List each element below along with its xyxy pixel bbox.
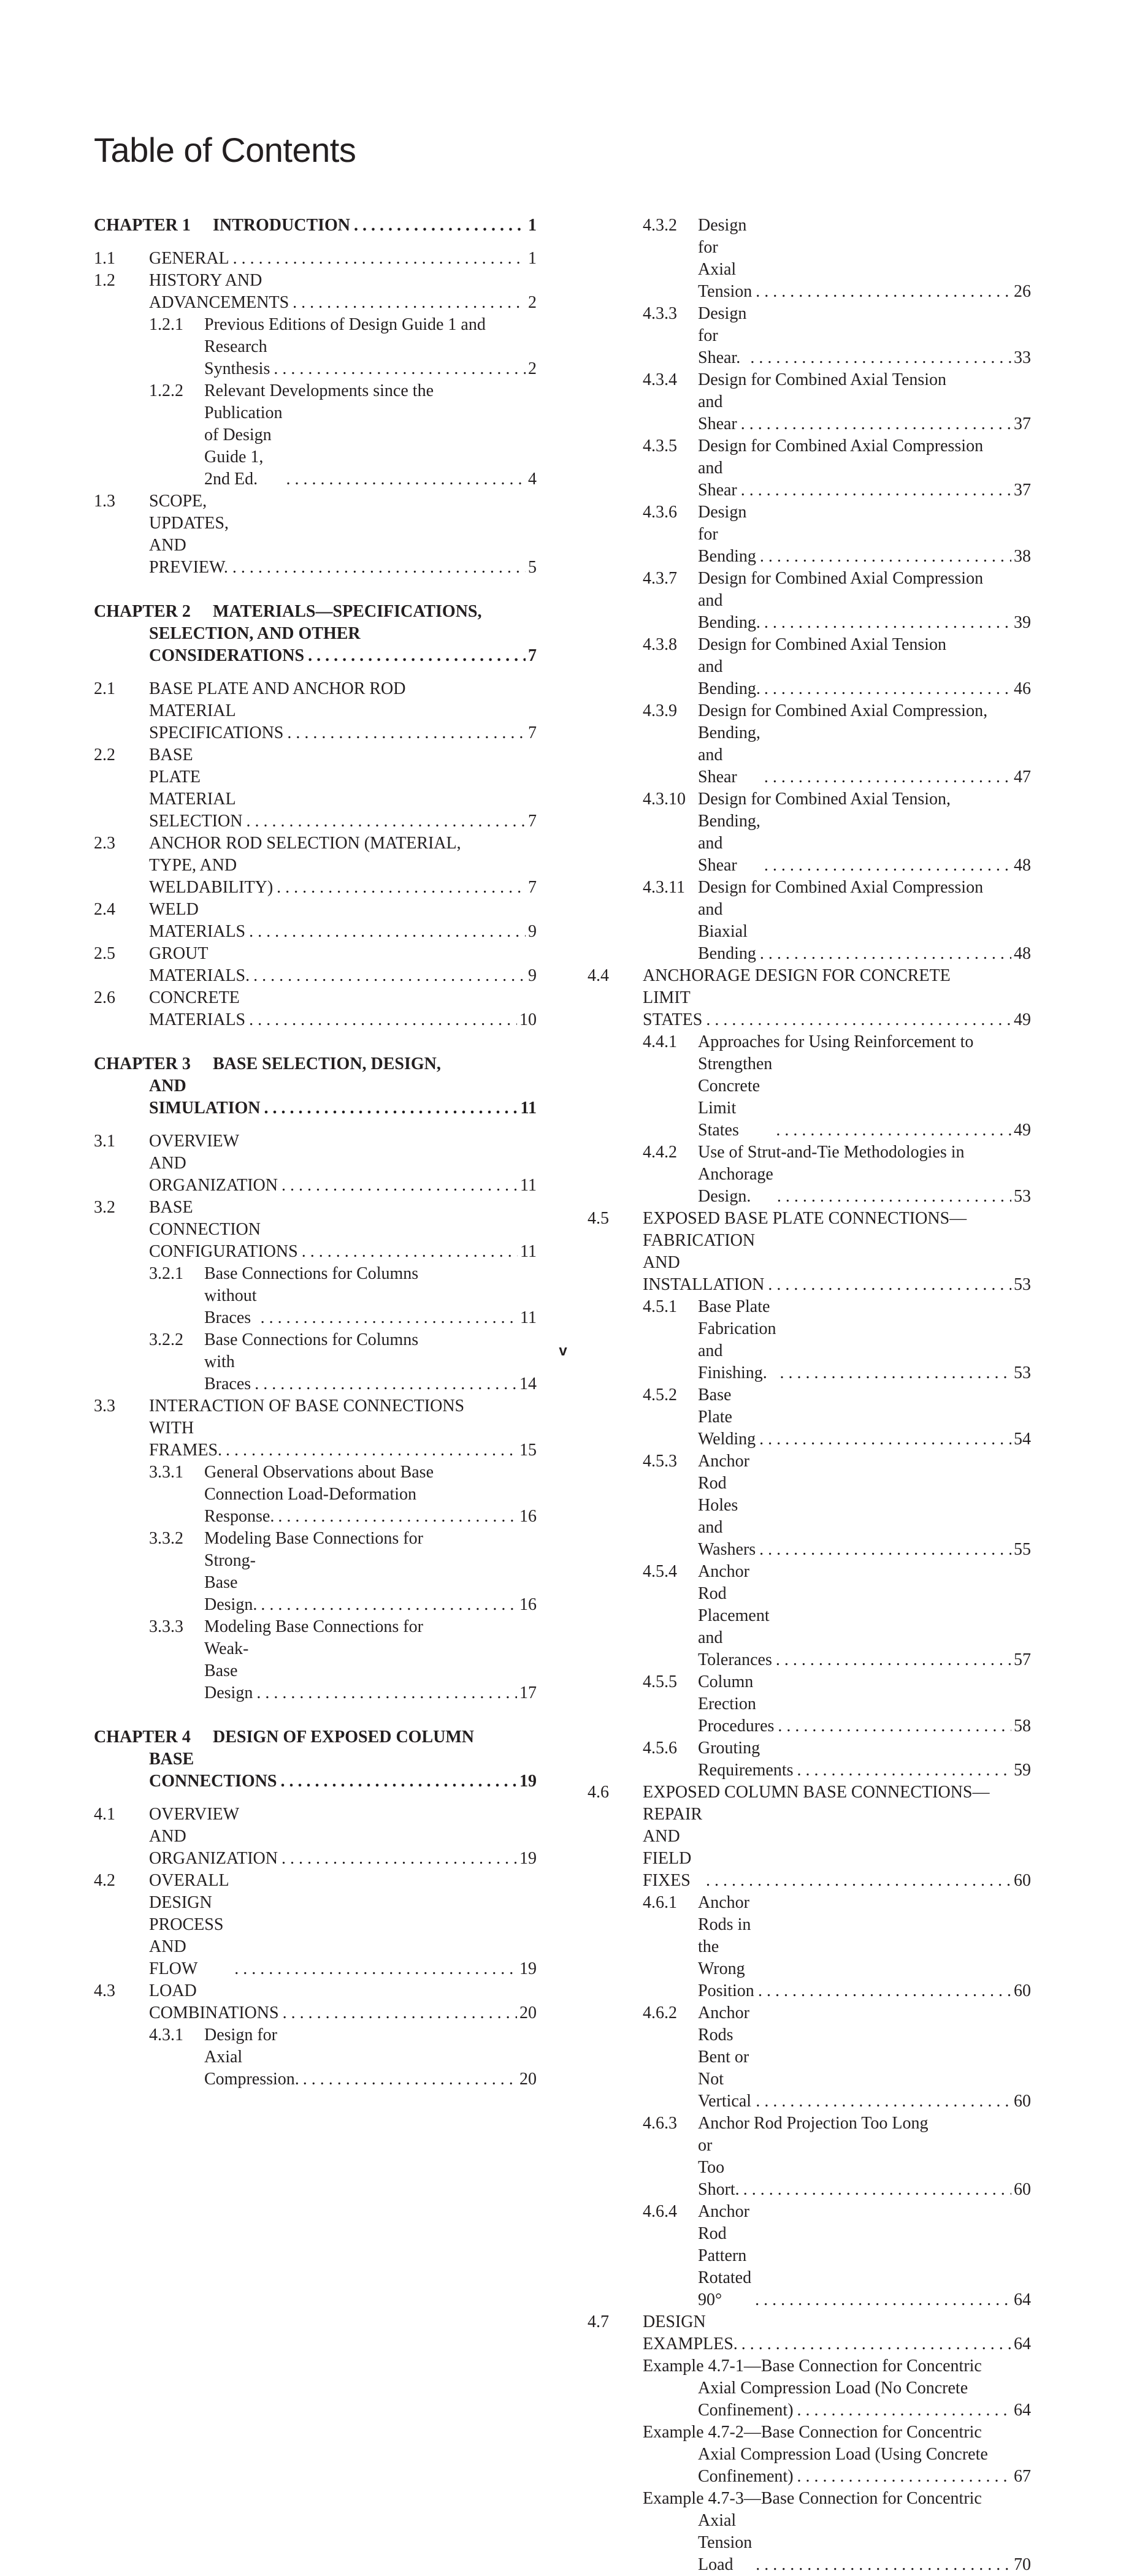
section-number: 4.4.1 [643, 1032, 677, 1051]
section-number: 3.1 [94, 1132, 115, 1151]
toc-section-1-1[interactable] [94, 248, 537, 270]
example-title-line: Example 4.7-1—Base Connection for Concentric [643, 2357, 982, 2376]
section-number: 4.3.1 [149, 2025, 183, 2044]
section-title-line: Research Synthesis [204, 337, 270, 378]
page-title: Table of Contents [94, 131, 356, 169]
chapter-title-line: MATERIALS—SPECIFICATIONS, [213, 602, 482, 621]
page-number: 9 [528, 966, 537, 985]
toc-section-4-1[interactable] [94, 1804, 537, 1870]
toc-section-4-4-2[interactable] [588, 1141, 1031, 1208]
toc-section-4-3-11[interactable] [588, 877, 1031, 965]
section-number: 4.3.11 [643, 878, 685, 897]
section-title-line: and Bending. [698, 657, 760, 698]
section-number: 3.3.2 [149, 1529, 183, 1548]
section-title-line: Base Connections for Columns [204, 1264, 419, 1283]
section-title-line: or Too Short. [698, 2136, 740, 2199]
page-number: 19 [519, 1959, 537, 1978]
page-number: 47 [1014, 768, 1031, 787]
toc-section-4-4-1[interactable] [588, 1031, 1031, 1141]
section-title-line: without Braces [204, 1286, 257, 1327]
page-number: 37 [1014, 414, 1031, 433]
section-title-line: Design for Combined Axial Compression [698, 436, 984, 455]
section-title-line: ANCHORAGE DESIGN FOR CONCRETE [643, 966, 951, 985]
section-number: 4.4 [588, 966, 609, 985]
page-number: 58 [1014, 1717, 1031, 1736]
chapter-number: CHAPTER 1 [94, 216, 191, 235]
section-title-line: Publication of Design Guide 1, 2nd Ed. [204, 403, 283, 489]
page-number: 19 [519, 1849, 537, 1868]
section-title-line: INTERACTION OF BASE CONNECTIONS [149, 1397, 465, 1416]
section-title-line: Weak-Base Design [204, 1639, 253, 1702]
toc-section-3-3[interactable] [94, 1395, 537, 1461]
section-number: 4.2 [94, 1871, 115, 1890]
section-title-line: Relevant Developments since the [204, 381, 434, 400]
page-number: 7 [528, 878, 537, 897]
page-number: 11 [520, 1099, 537, 1118]
chapter-title-line: DESIGN OF EXPOSED COLUMN [213, 1728, 475, 1747]
toc-section-4-6-2[interactable] [588, 2002, 1031, 2113]
section-title: SCOPE, UPDATES, AND PREVIEW. [149, 492, 229, 577]
toc-section-4-2[interactable] [94, 1870, 537, 1980]
section-number: 4.5.6 [643, 1739, 677, 1758]
section-title: Anchor Rod Pattern Rotated 90° [698, 2202, 752, 2309]
page-number: 11 [520, 1242, 537, 1261]
page-number: 2 [528, 359, 537, 378]
section-title-line: Design for Combined Axial Compression [698, 878, 984, 897]
section-title-line: MATERIAL SPECIFICATIONS [149, 701, 284, 742]
toc-section-3-2-2[interactable] [94, 1329, 537, 1395]
section-number: 2.1 [94, 679, 115, 698]
section-title-line: Anchor Rod Projection Too Long [698, 2114, 929, 2133]
page-number: 14 [519, 1374, 537, 1393]
chapter-title: INTRODUCTION [213, 216, 351, 235]
section-title: OVERALL DESIGN PROCESS AND FLOW [149, 1871, 229, 1978]
toc-chapter-2[interactable] [94, 601, 537, 667]
page-number: 10 [519, 1010, 537, 1029]
section-title-line: Bending, and Shear [698, 723, 760, 787]
toc-right-column [588, 215, 1031, 2576]
section-number: 2.4 [94, 900, 115, 919]
section-title-line: and Shear [698, 392, 737, 433]
section-title: GROUT MATERIALS. [149, 944, 250, 985]
section-number: 4.6.4 [643, 2202, 677, 2221]
page-number: 54 [1014, 1430, 1031, 1449]
page-folio: v [559, 1343, 567, 1359]
toc-section-1-3[interactable] [94, 490, 537, 579]
section-title-line: Anchorage Design. [698, 1165, 773, 1206]
section-number: 4.6 [588, 1783, 609, 1802]
page-number: 9 [528, 922, 537, 941]
section-title: DESIGN EXAMPLES. [643, 2312, 738, 2353]
toc-chapter-4[interactable] [94, 1726, 537, 1793]
toc-section-3-3-3[interactable] [94, 1616, 537, 1704]
section-title: OVERVIEW AND ORGANIZATION [149, 1132, 278, 1195]
section-number: 4.3.10 [643, 790, 686, 809]
section-title-line: ANCHOR ROD SELECTION (MATERIAL, [149, 834, 461, 853]
section-title: Base Plate Welding [698, 1385, 756, 1449]
section-title: WELD MATERIALS [149, 900, 246, 941]
section-title-line: REPAIR AND FIELD FIXES [643, 1805, 703, 1890]
section-number: 1.2.2 [149, 381, 183, 400]
section-number: 4.3.7 [643, 569, 677, 588]
page-number: 48 [1014, 944, 1031, 963]
toc-section-4-6-3[interactable] [588, 2113, 1031, 2201]
section-number: 3.3 [94, 1397, 115, 1416]
section-title: Design for Axial Tension [698, 216, 753, 301]
section-title-line: Strengthen Concrete Limit States [698, 1054, 773, 1140]
page-number: 1 [528, 216, 537, 235]
section-title-line: WITH FRAMES. [149, 1419, 223, 1460]
page-number: 17 [519, 1683, 537, 1702]
section-title-line: General Observations about Base [204, 1463, 434, 1482]
section-title-line: Design for Combined Axial Tension [698, 635, 947, 654]
section-title-line: Approaches for Using Reinforcement to [698, 1032, 974, 1051]
page-number: 53 [1014, 1275, 1031, 1294]
toc-example-4-7-2[interactable] [588, 2422, 1031, 2488]
page-number: 53 [1014, 1363, 1031, 1382]
section-number: 3.2 [94, 1198, 115, 1217]
chapter-number: CHAPTER 4 [94, 1728, 191, 1747]
page-number: 60 [1014, 1981, 1031, 2000]
example-title-line: Example 4.7-2—Base Connection for Concentric [643, 2423, 982, 2442]
toc-section-2-1[interactable] [94, 678, 537, 744]
section-title: Grouting Requirements [698, 1739, 794, 1780]
section-number: 4.3.3 [643, 304, 677, 323]
section-title: Design for Axial Compression. [204, 2025, 299, 2089]
page-number: 48 [1014, 856, 1031, 875]
page-number: 16 [519, 1507, 537, 1526]
page-number: 15 [519, 1441, 537, 1460]
section-title-line: Previous Editions of Design Guide 1 and [204, 315, 486, 334]
section-number: 4.5.3 [643, 1452, 677, 1471]
page-number: 53 [1014, 1187, 1031, 1206]
toc-chapter-1[interactable] [94, 215, 537, 237]
toc-section-2-3[interactable] [94, 833, 537, 899]
toc-section-4-5-2[interactable] [588, 1384, 1031, 1450]
toc-section-4-5-4[interactable] [588, 1561, 1031, 1671]
section-number: 1.3 [94, 492, 115, 511]
toc-section-4-5[interactable] [588, 1208, 1031, 1296]
section-title-line: Bending, and Shear [698, 812, 760, 875]
page-number: 20 [519, 2070, 537, 2089]
section-number: 4.7 [588, 2312, 609, 2331]
page-number: 26 [1014, 282, 1031, 301]
toc-section-4-3-10[interactable] [588, 788, 1031, 877]
section-number: 4.5.1 [643, 1297, 677, 1316]
page-number: 49 [1014, 1121, 1031, 1140]
section-title: BASE CONNECTION CONFIGURATIONS [149, 1198, 298, 1261]
page-number: 33 [1014, 348, 1031, 367]
page-number: 7 [528, 723, 537, 742]
section-title: Anchor Rods in the Wrong Position [698, 1893, 754, 2000]
page-number: 60 [1014, 2180, 1031, 2199]
page-number: 67 [1014, 2467, 1031, 2486]
toc-section-4-5-5[interactable] [588, 1671, 1031, 1737]
toc-chapter-3[interactable] [94, 1053, 537, 1119]
section-title-line: Modeling Base Connections for [204, 1529, 423, 1548]
section-title-line: BASE PLATE AND ANCHOR ROD [149, 679, 406, 698]
example-title-line: Axial Tension Load [698, 2511, 753, 2574]
chapter-number: CHAPTER 2 [94, 602, 191, 621]
page-number: 1 [528, 249, 537, 268]
page-number: 20 [519, 2003, 537, 2022]
section-title: Design for Bending [698, 503, 756, 566]
toc-section-2-5[interactable] [94, 943, 537, 987]
section-title-line: Modeling Base Connections for [204, 1617, 423, 1636]
example-title-line: Axial Compression Load (Using Concrete [698, 2445, 988, 2464]
section-number: 3.3.3 [149, 1617, 183, 1636]
page-number: 55 [1014, 1540, 1031, 1559]
page-number: 64 [1014, 2401, 1031, 2420]
page-number: 11 [520, 1308, 537, 1327]
page-number: 57 [1014, 1650, 1031, 1669]
section-title-line: and Bending. [698, 591, 760, 632]
toc-section-2-2[interactable] [94, 744, 537, 833]
page-number: 64 [1014, 2290, 1031, 2309]
toc-section-4-6[interactable] [588, 1781, 1031, 1892]
toc-section-4-5-1[interactable] [588, 1296, 1031, 1384]
toc-section-2-4[interactable] [94, 899, 537, 943]
toc-section-4-3-8[interactable] [588, 634, 1031, 700]
section-title-line: Design for Combined Axial Tension, [698, 790, 951, 809]
toc-section-4-5-6[interactable] [588, 1737, 1031, 1781]
example-title-line: Axial Compression Load (No Concrete [698, 2379, 968, 2398]
toc-section-3-3-1[interactable] [94, 1461, 537, 1528]
section-title: Anchor Rod Placement and Tolerances [698, 1562, 772, 1669]
section-title-line: EXPOSED COLUMN BASE CONNECTIONS— [643, 1783, 990, 1802]
page-number: 16 [519, 1595, 537, 1614]
section-title-line: Design for Combined Axial Compression, [698, 701, 988, 720]
section-title: GENERAL [149, 249, 229, 268]
toc-section-2-6[interactable] [94, 987, 537, 1031]
toc-section-4-3-9[interactable] [588, 700, 1031, 788]
section-number: 4.5.5 [643, 1672, 677, 1691]
section-number: 4.3.8 [643, 635, 677, 654]
example-title-line: Confinement) [698, 2401, 794, 2420]
toc-section-3-2-1[interactable] [94, 1263, 537, 1329]
page-number: 39 [1014, 613, 1031, 632]
toc-section-3-1[interactable] [94, 1130, 537, 1197]
section-number: 4.3 [94, 1981, 115, 2000]
section-number: 4.5.4 [643, 1562, 677, 1581]
chapter-title-line: BASE CONNECTIONS [149, 1750, 277, 1791]
section-number: 4.5.2 [643, 1385, 677, 1404]
toc-section-4-3-2[interactable] [588, 215, 1031, 303]
toc-section-4-3-3[interactable] [588, 303, 1031, 369]
section-title-line: and Biaxial Bending [698, 900, 756, 963]
section-title: LOAD COMBINATIONS [149, 1981, 279, 2022]
section-title: Anchor Rod Holes and Washers [698, 1452, 756, 1559]
section-title: BASE PLATE MATERIAL SELECTION [149, 745, 243, 831]
section-title-line: LIMIT STATES [643, 988, 703, 1029]
section-number: 1.1 [94, 249, 115, 268]
section-number: 2.3 [94, 834, 115, 853]
toc-section-4-4[interactable] [588, 965, 1031, 1031]
section-number: 4.3.5 [643, 436, 677, 455]
toc-section-4-6-1[interactable] [588, 1892, 1031, 2002]
page-number: 46 [1014, 679, 1031, 698]
toc-section-4-6-4[interactable] [588, 2201, 1031, 2311]
toc-section-3-3-2[interactable] [94, 1528, 537, 1616]
section-title: Design for Shear. [698, 304, 747, 367]
section-title: OVERVIEW AND ORGANIZATION [149, 1805, 278, 1868]
chapter-title-line: CONSIDERATIONS [149, 646, 305, 665]
toc-section-1-2[interactable] [94, 270, 537, 314]
section-number: 2.5 [94, 944, 115, 963]
section-title-line: TYPE, AND WELDABILITY) [149, 856, 274, 897]
section-number: 1.2 [94, 271, 115, 290]
toc-left-column [94, 215, 537, 2090]
toc-example-4-7-3[interactable] [588, 2488, 1031, 2576]
section-number: 4.5 [588, 1209, 609, 1228]
section-title-line: Use of Strut-and-Tie Methodologies in [698, 1143, 965, 1162]
section-number: 4.1 [94, 1805, 115, 1824]
page-number: 4 [528, 470, 537, 489]
page-number: 49 [1014, 1010, 1031, 1029]
toc-section-4-3-7[interactable] [588, 568, 1031, 634]
toc-section-4-3-1[interactable] [94, 2024, 537, 2090]
toc-section-3-2[interactable] [94, 1197, 537, 1263]
chapter-title-line: BASE SELECTION, DESIGN, [213, 1054, 441, 1073]
page-number: 11 [520, 1176, 537, 1195]
page-number: 7 [528, 646, 537, 665]
example-title-line: Confinement) [698, 2467, 794, 2486]
example-title-line: Example 4.7-3—Base Connection for Concentric [643, 2489, 982, 2508]
section-number: 4.3.6 [643, 503, 677, 522]
chapter-title-line: SELECTION, AND OTHER [149, 624, 361, 643]
page-number: 59 [1014, 1761, 1031, 1780]
page-number: 70 [1014, 2555, 1031, 2574]
section-number: 4.4.2 [643, 1143, 677, 1162]
page-number: 38 [1014, 547, 1031, 566]
chapter-title-line: AND SIMULATION [149, 1077, 261, 1118]
section-title-line: FABRICATION AND INSTALLATION [643, 1231, 765, 1294]
section-title-line: Strong-Base Design. [204, 1551, 258, 1614]
section-number: 3.2.2 [149, 1330, 183, 1349]
toc-section-4-3-4[interactable] [588, 369, 1031, 435]
section-number: 3.3.1 [149, 1463, 183, 1482]
section-title-line: and Shear [698, 459, 737, 500]
toc-section-1-2-1[interactable] [94, 314, 537, 380]
section-title-line: Connection Load-Deformation [204, 1485, 417, 1504]
section-title-line: Response. [204, 1507, 275, 1526]
section-title: CONCRETE MATERIALS [149, 988, 246, 1029]
page-number: 7 [528, 812, 537, 831]
section-number: 4.6.1 [643, 1893, 677, 1912]
toc-example-4-7-1[interactable] [588, 2355, 1031, 2422]
section-number: 4.6.2 [643, 2003, 677, 2022]
section-number: 2.6 [94, 988, 115, 1007]
section-title: HISTORY AND ADVANCEMENTS [149, 271, 289, 312]
section-number: 1.2.1 [149, 315, 183, 334]
page-number: 2 [528, 293, 537, 312]
toc-section-4-3-6[interactable] [588, 501, 1031, 568]
section-title: Column Erection Procedures [698, 1672, 775, 1736]
chapter-number: CHAPTER 3 [94, 1054, 191, 1073]
toc-section-4-5-3[interactable] [588, 1450, 1031, 1561]
section-number: 2.2 [94, 745, 115, 764]
page-number: 64 [1014, 2334, 1031, 2353]
section-title-line: Design for Combined Axial Compression [698, 569, 984, 588]
section-title-line: Design for Combined Axial Tension [698, 370, 947, 389]
section-number: 4.3.4 [643, 370, 677, 389]
toc-section-4-7[interactable] [588, 2311, 1031, 2355]
section-title-line: Base Connections for Columns [204, 1330, 419, 1349]
toc-section-1-2-2[interactable] [94, 380, 537, 490]
toc-section-4-3[interactable] [94, 1980, 537, 2024]
page-number: 19 [519, 1772, 537, 1791]
section-number: 4.3.2 [643, 216, 677, 235]
page-number: 60 [1014, 2092, 1031, 2111]
section-number: 4.3.9 [643, 701, 677, 720]
section-title-line: with Braces [204, 1352, 251, 1393]
section-title: Base Plate Fabrication and Finishing. [698, 1297, 776, 1382]
page-number: 60 [1014, 1871, 1031, 1890]
section-title: Anchor Rods Bent or Not Vertical [698, 2003, 752, 2111]
toc-section-4-3-5[interactable] [588, 435, 1031, 501]
section-number: 4.6.3 [643, 2114, 677, 2133]
section-title-line: EXPOSED BASE PLATE CONNECTIONS— [643, 1209, 967, 1228]
page-number: 37 [1014, 481, 1031, 500]
section-number: 3.2.1 [149, 1264, 183, 1283]
page-number: 5 [528, 558, 537, 577]
